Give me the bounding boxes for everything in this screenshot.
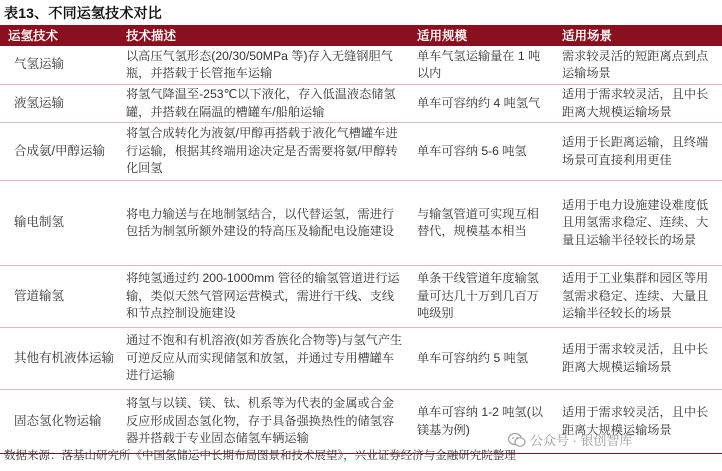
cell-tech: 合成氨/甲醇运输 [14, 143, 105, 158]
cell-scale: 单车气氢运输量在 1 吨以内 [417, 48, 541, 80]
cell-tech: 固态氢化物运输 [14, 413, 102, 428]
comparison-table [0, 27, 722, 454]
table-row [0, 266, 722, 328]
cell-scale: 单条干线管道年度输氢量可达几十万到几百万吨级别 [417, 271, 539, 321]
header-scene: 适用场景 [554, 27, 722, 46]
cell-tech: 其他有机液体运输 [14, 350, 115, 365]
cell-scale: 单车可容纳约 5 吨氢 [417, 350, 529, 365]
cell-tech: 管道输氢 [14, 288, 65, 303]
table-row [0, 46, 722, 85]
cell-scene: 适用于长距离运输，且终端场景可直接利用更佳 [562, 135, 709, 167]
cell-desc: 通过不饱和有机溶液(如芳香族化合物等)与氢气产生可逆反应从而实现储氢和放氢，并通过专用槽罐车进行运输 [126, 333, 403, 383]
cell-desc: 将电力输送与在地制氢结合，以代替运氢，需进行包括为制氢所额外建设的特高压及输配电设施建设 [126, 206, 395, 238]
table-header-row [0, 27, 722, 46]
cell-tech: 气氢运输 [14, 57, 65, 72]
cell-desc: 将氢合成转化为液氨/甲醇再搭载于液化气槽罐车进行运输，根据其终端用途决定是否需要将氨/甲醇转化回氢 [126, 126, 398, 176]
cell-desc: 将氢气降温至-253℃以下液化，存入低温液态储氢罐，并搭载在隔温的槽罐车/船舶运输 [126, 87, 396, 119]
header-scale: 适用规模 [409, 27, 554, 46]
cell-scale: 单车可容纳约 4 吨氢气 [417, 95, 541, 110]
cell-scene: 适用于需求较灵活，且中长距离大规模运输场景 [562, 405, 709, 437]
cell-scale: 与输氢管道可实现互相替代，规模基本相当 [417, 206, 539, 238]
table-row [0, 181, 722, 266]
wechat-icon [508, 432, 526, 448]
cell-scene: 需求较灵活的短距离点到点运输场景 [562, 48, 709, 80]
cell-tech: 输电制氢 [14, 215, 65, 230]
cell-scale: 单车可容纳 5-6 吨氢 [417, 143, 527, 158]
table-row [0, 85, 722, 123]
cell-desc: 将氢与以镁、镁、钛、机系等为代表的金属或合金反应形成固态氢化物，存于具备强换热性的储氢容器并搭载于专业固态储氢车辆运输 [126, 396, 395, 446]
data-source-note: 数据来源：落基山研究所《中国氢储运中长期布局图景和技术展望》，兴业证券经济与金融研究院整理 [4, 450, 516, 462]
header-tech: 运氢技术 [0, 27, 118, 46]
cell-tech: 液氢运输 [14, 95, 65, 110]
cell-desc: 以高压气氢形态(20/30/50MPa 等)存入无缝钢胆气瓶，并搭载于长管拖车运输 [126, 48, 393, 80]
cell-scene: 适用于需求较灵活，且中长距离大规模运输场景 [562, 87, 709, 119]
table-title: 表13、不同运氢技术对比 [4, 5, 162, 21]
table-row [0, 328, 722, 390]
cell-desc: 将纯氢通过约 200-1000mm 管径的输氢管道进行运输，类似天然气管网运营模式，需进行干线、支线和节点控制设施建设 [126, 271, 400, 321]
table-row [0, 123, 722, 181]
cell-scene: 适用于需求较灵活，且中长距离大规模运输场景 [562, 342, 709, 374]
header-desc: 技术描述 [118, 27, 409, 46]
watermark [508, 430, 633, 449]
watermark-text: 公众号 · 银创智库 [530, 433, 633, 448]
cell-scale: 单车可容纳 1-2 吨氢(以镁基为例) [417, 405, 543, 437]
cell-scene: 适用于工业集群和园区等用氢需求稳定、连续、大量且运输半径较长的场景 [562, 271, 709, 321]
cell-scene: 适用于电力设施建设难度低且用氢需求稳定、连续、大量且运输半径较长的场景 [562, 197, 709, 247]
